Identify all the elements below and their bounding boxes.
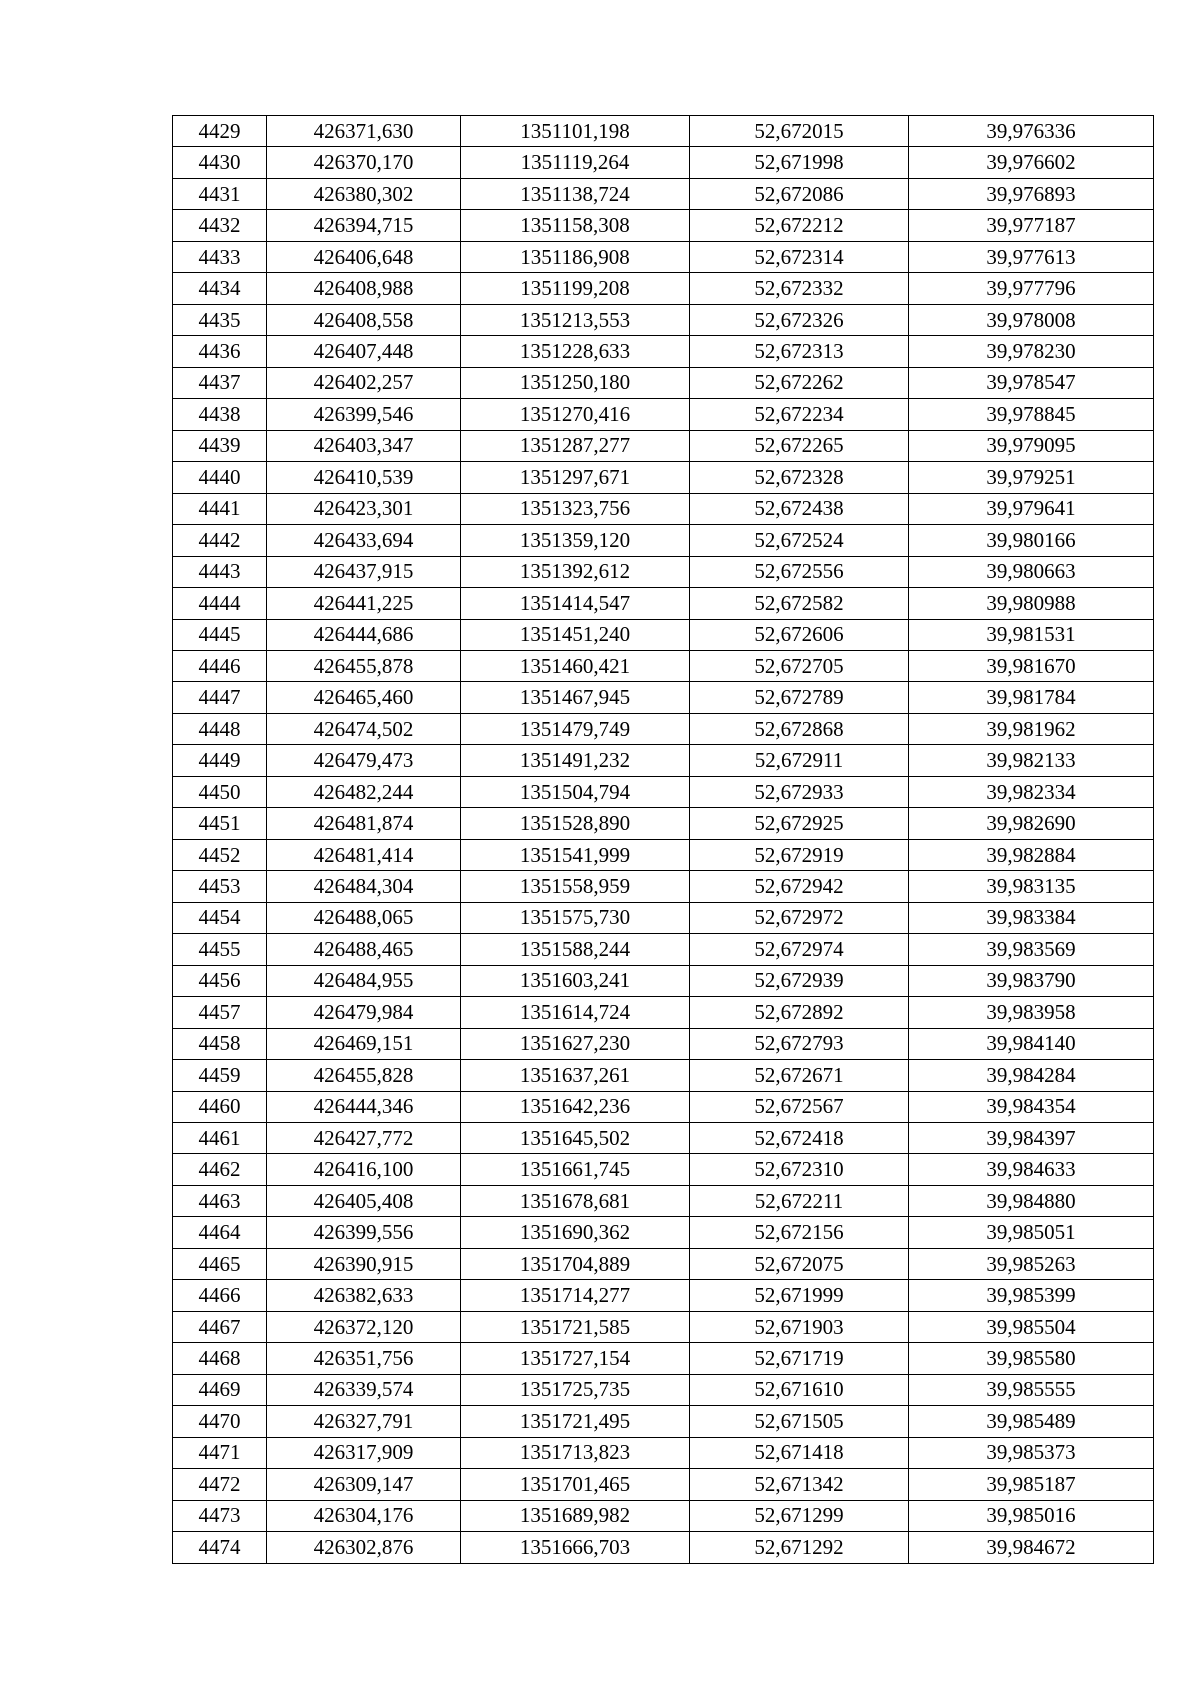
longitude-cell: 39,985580 <box>909 1343 1154 1374</box>
point-number-cell: 4443 <box>173 556 267 587</box>
longitude-cell: 39,984633 <box>909 1154 1154 1185</box>
table-row <box>173 1406 1154 1437</box>
y-coordinate-cell: 1351690,362 <box>461 1217 690 1248</box>
point-number-cell: 4470 <box>173 1406 267 1437</box>
longitude-cell: 39,984354 <box>909 1091 1154 1122</box>
y-coordinate-cell: 1351642,236 <box>461 1091 690 1122</box>
x-coordinate-cell: 426408,988 <box>267 273 461 304</box>
latitude-cell: 52,672326 <box>690 304 909 335</box>
longitude-cell: 39,985399 <box>909 1280 1154 1311</box>
latitude-cell: 52,671999 <box>690 1280 909 1311</box>
point-number-cell: 4432 <box>173 210 267 241</box>
latitude-cell: 52,671505 <box>690 1406 909 1437</box>
y-coordinate-cell: 1351213,553 <box>461 304 690 335</box>
x-coordinate-cell: 426403,347 <box>267 430 461 461</box>
table-row <box>173 839 1154 870</box>
y-coordinate-cell: 1351725,735 <box>461 1374 690 1405</box>
point-number-cell: 4436 <box>173 336 267 367</box>
table-body <box>173 116 1154 1564</box>
latitude-cell: 52,671299 <box>690 1500 909 1531</box>
x-coordinate-cell: 426351,756 <box>267 1343 461 1374</box>
y-coordinate-cell: 1351637,261 <box>461 1060 690 1091</box>
x-coordinate-cell: 426479,473 <box>267 745 461 776</box>
latitude-cell: 52,672933 <box>690 776 909 807</box>
point-number-cell: 4437 <box>173 367 267 398</box>
longitude-cell: 39,984672 <box>909 1532 1154 1563</box>
longitude-cell: 39,983569 <box>909 934 1154 965</box>
point-number-cell: 4464 <box>173 1217 267 1248</box>
x-coordinate-cell: 426433,694 <box>267 525 461 556</box>
y-coordinate-cell: 1351727,154 <box>461 1343 690 1374</box>
table-row <box>173 1154 1154 1185</box>
longitude-cell: 39,985373 <box>909 1437 1154 1468</box>
table-row <box>173 1280 1154 1311</box>
point-number-cell: 4453 <box>173 871 267 902</box>
longitude-cell: 39,976893 <box>909 178 1154 209</box>
table-row <box>173 902 1154 933</box>
x-coordinate-cell: 426444,346 <box>267 1091 461 1122</box>
latitude-cell: 52,672234 <box>690 399 909 430</box>
x-coordinate-cell: 426304,176 <box>267 1500 461 1531</box>
latitude-cell: 52,672075 <box>690 1248 909 1279</box>
y-coordinate-cell: 1351392,612 <box>461 556 690 587</box>
longitude-cell: 39,983958 <box>909 997 1154 1028</box>
point-number-cell: 4468 <box>173 1343 267 1374</box>
latitude-cell: 52,672567 <box>690 1091 909 1122</box>
point-number-cell: 4454 <box>173 902 267 933</box>
point-number-cell: 4466 <box>173 1280 267 1311</box>
longitude-cell: 39,977187 <box>909 210 1154 241</box>
x-coordinate-cell: 426474,502 <box>267 713 461 744</box>
latitude-cell: 52,672793 <box>690 1028 909 1059</box>
x-coordinate-cell: 426399,546 <box>267 399 461 430</box>
table-row <box>173 1028 1154 1059</box>
y-coordinate-cell: 1351451,240 <box>461 619 690 650</box>
y-coordinate-cell: 1351558,959 <box>461 871 690 902</box>
point-number-cell: 4456 <box>173 965 267 996</box>
x-coordinate-cell: 426479,984 <box>267 997 461 1028</box>
longitude-cell: 39,985263 <box>909 1248 1154 1279</box>
x-coordinate-cell: 426488,465 <box>267 934 461 965</box>
table-row <box>173 1248 1154 1279</box>
point-number-cell: 4473 <box>173 1500 267 1531</box>
y-coordinate-cell: 1351287,277 <box>461 430 690 461</box>
longitude-cell: 39,985555 <box>909 1374 1154 1405</box>
longitude-cell: 39,983790 <box>909 965 1154 996</box>
point-number-cell: 4447 <box>173 682 267 713</box>
x-coordinate-cell: 426484,304 <box>267 871 461 902</box>
latitude-cell: 52,672156 <box>690 1217 909 1248</box>
x-coordinate-cell: 426484,955 <box>267 965 461 996</box>
y-coordinate-cell: 1351158,308 <box>461 210 690 241</box>
latitude-cell: 52,671610 <box>690 1374 909 1405</box>
x-coordinate-cell: 426469,151 <box>267 1028 461 1059</box>
x-coordinate-cell: 426394,715 <box>267 210 461 241</box>
longitude-cell: 39,984284 <box>909 1060 1154 1091</box>
x-coordinate-cell: 426427,772 <box>267 1123 461 1154</box>
point-number-cell: 4474 <box>173 1532 267 1563</box>
y-coordinate-cell: 1351460,421 <box>461 650 690 681</box>
longitude-cell: 39,981670 <box>909 650 1154 681</box>
y-coordinate-cell: 1351714,277 <box>461 1280 690 1311</box>
table-row <box>173 965 1154 996</box>
point-number-cell: 4435 <box>173 304 267 335</box>
table-row <box>173 1091 1154 1122</box>
table-row <box>173 1532 1154 1563</box>
table-row <box>173 1060 1154 1091</box>
latitude-cell: 52,671903 <box>690 1311 909 1342</box>
point-number-cell: 4471 <box>173 1437 267 1468</box>
longitude-cell: 39,981962 <box>909 713 1154 744</box>
x-coordinate-cell: 426437,915 <box>267 556 461 587</box>
y-coordinate-cell: 1351250,180 <box>461 367 690 398</box>
table-row <box>173 1343 1154 1374</box>
y-coordinate-cell: 1351666,703 <box>461 1532 690 1563</box>
point-number-cell: 4451 <box>173 808 267 839</box>
point-number-cell: 4433 <box>173 241 267 272</box>
longitude-cell: 39,977796 <box>909 273 1154 304</box>
y-coordinate-cell: 1351689,982 <box>461 1500 690 1531</box>
point-number-cell: 4445 <box>173 619 267 650</box>
longitude-cell: 39,977613 <box>909 241 1154 272</box>
x-coordinate-cell: 426390,915 <box>267 1248 461 1279</box>
x-coordinate-cell: 426371,630 <box>267 116 461 147</box>
point-number-cell: 4463 <box>173 1185 267 1216</box>
point-number-cell: 4430 <box>173 147 267 178</box>
table-row <box>173 871 1154 902</box>
y-coordinate-cell: 1351713,823 <box>461 1437 690 1468</box>
y-coordinate-cell: 1351721,495 <box>461 1406 690 1437</box>
latitude-cell: 52,672313 <box>690 336 909 367</box>
longitude-cell: 39,979095 <box>909 430 1154 461</box>
y-coordinate-cell: 1351603,241 <box>461 965 690 996</box>
point-number-cell: 4439 <box>173 430 267 461</box>
y-coordinate-cell: 1351491,232 <box>461 745 690 776</box>
y-coordinate-cell: 1351627,230 <box>461 1028 690 1059</box>
longitude-cell: 39,983384 <box>909 902 1154 933</box>
table-row <box>173 1217 1154 1248</box>
longitude-cell: 39,985489 <box>909 1406 1154 1437</box>
latitude-cell: 52,672911 <box>690 745 909 776</box>
table-row <box>173 588 1154 619</box>
table-row <box>173 399 1154 430</box>
table-row <box>173 1123 1154 1154</box>
x-coordinate-cell: 426455,878 <box>267 650 461 681</box>
x-coordinate-cell: 426481,414 <box>267 839 461 870</box>
y-coordinate-cell: 1351467,945 <box>461 682 690 713</box>
point-number-cell: 4446 <box>173 650 267 681</box>
longitude-cell: 39,981784 <box>909 682 1154 713</box>
latitude-cell: 52,672524 <box>690 525 909 556</box>
latitude-cell: 52,672868 <box>690 713 909 744</box>
table-row <box>173 336 1154 367</box>
x-coordinate-cell: 426309,147 <box>267 1469 461 1500</box>
latitude-cell: 52,672582 <box>690 588 909 619</box>
longitude-cell: 39,978547 <box>909 367 1154 398</box>
y-coordinate-cell: 1351101,198 <box>461 116 690 147</box>
x-coordinate-cell: 426488,065 <box>267 902 461 933</box>
latitude-cell: 52,672789 <box>690 682 909 713</box>
point-number-cell: 4462 <box>173 1154 267 1185</box>
x-coordinate-cell: 426370,170 <box>267 147 461 178</box>
table-row <box>173 241 1154 272</box>
latitude-cell: 52,672314 <box>690 241 909 272</box>
y-coordinate-cell: 1351588,244 <box>461 934 690 965</box>
latitude-cell: 52,672705 <box>690 650 909 681</box>
x-coordinate-cell: 426402,257 <box>267 367 461 398</box>
point-number-cell: 4460 <box>173 1091 267 1122</box>
y-coordinate-cell: 1351721,585 <box>461 1311 690 1342</box>
y-coordinate-cell: 1351504,794 <box>461 776 690 807</box>
latitude-cell: 52,672438 <box>690 493 909 524</box>
x-coordinate-cell: 426444,686 <box>267 619 461 650</box>
point-number-cell: 4452 <box>173 839 267 870</box>
longitude-cell: 39,982133 <box>909 745 1154 776</box>
longitude-cell: 39,985016 <box>909 1500 1154 1531</box>
y-coordinate-cell: 1351575,730 <box>461 902 690 933</box>
x-coordinate-cell: 426339,574 <box>267 1374 461 1405</box>
latitude-cell: 52,672671 <box>690 1060 909 1091</box>
point-number-cell: 4467 <box>173 1311 267 1342</box>
table-row <box>173 1185 1154 1216</box>
point-number-cell: 4465 <box>173 1248 267 1279</box>
longitude-cell: 39,980988 <box>909 588 1154 619</box>
latitude-cell: 52,672972 <box>690 902 909 933</box>
table-row <box>173 650 1154 681</box>
table-row <box>173 178 1154 209</box>
longitude-cell: 39,980166 <box>909 525 1154 556</box>
longitude-cell: 39,985051 <box>909 1217 1154 1248</box>
longitude-cell: 39,976602 <box>909 147 1154 178</box>
x-coordinate-cell: 426406,648 <box>267 241 461 272</box>
y-coordinate-cell: 1351138,724 <box>461 178 690 209</box>
point-number-cell: 4434 <box>173 273 267 304</box>
latitude-cell: 52,672556 <box>690 556 909 587</box>
y-coordinate-cell: 1351701,465 <box>461 1469 690 1500</box>
latitude-cell: 52,672942 <box>690 871 909 902</box>
table-row <box>173 808 1154 839</box>
point-number-cell: 4431 <box>173 178 267 209</box>
latitude-cell: 52,672606 <box>690 619 909 650</box>
y-coordinate-cell: 1351228,633 <box>461 336 690 367</box>
table-row <box>173 619 1154 650</box>
x-coordinate-cell: 426482,244 <box>267 776 461 807</box>
table-row <box>173 997 1154 1028</box>
y-coordinate-cell: 1351199,208 <box>461 273 690 304</box>
point-number-cell: 4429 <box>173 116 267 147</box>
longitude-cell: 39,982334 <box>909 776 1154 807</box>
latitude-cell: 52,672925 <box>690 808 909 839</box>
latitude-cell: 52,672211 <box>690 1185 909 1216</box>
table-row <box>173 430 1154 461</box>
table-row <box>173 493 1154 524</box>
longitude-cell: 39,984397 <box>909 1123 1154 1154</box>
latitude-cell: 52,671418 <box>690 1437 909 1468</box>
latitude-cell: 52,672086 <box>690 178 909 209</box>
x-coordinate-cell: 426410,539 <box>267 462 461 493</box>
latitude-cell: 52,671719 <box>690 1343 909 1374</box>
latitude-cell: 52,672974 <box>690 934 909 965</box>
table-row <box>173 713 1154 744</box>
latitude-cell: 52,672939 <box>690 965 909 996</box>
point-number-cell: 4458 <box>173 1028 267 1059</box>
y-coordinate-cell: 1351270,416 <box>461 399 690 430</box>
x-coordinate-cell: 426481,874 <box>267 808 461 839</box>
table-row <box>173 1437 1154 1468</box>
x-coordinate-cell: 426455,828 <box>267 1060 461 1091</box>
table-row <box>173 934 1154 965</box>
y-coordinate-cell: 1351661,745 <box>461 1154 690 1185</box>
x-coordinate-cell: 426408,558 <box>267 304 461 335</box>
y-coordinate-cell: 1351645,502 <box>461 1123 690 1154</box>
point-number-cell: 4472 <box>173 1469 267 1500</box>
coordinates-table <box>172 115 1154 1564</box>
table-row <box>173 1311 1154 1342</box>
table-row <box>173 682 1154 713</box>
latitude-cell: 52,672328 <box>690 462 909 493</box>
longitude-cell: 39,982690 <box>909 808 1154 839</box>
longitude-cell: 39,982884 <box>909 839 1154 870</box>
y-coordinate-cell: 1351119,264 <box>461 147 690 178</box>
latitude-cell: 52,672265 <box>690 430 909 461</box>
point-number-cell: 4440 <box>173 462 267 493</box>
longitude-cell: 39,983135 <box>909 871 1154 902</box>
latitude-cell: 52,672015 <box>690 116 909 147</box>
latitude-cell: 52,671998 <box>690 147 909 178</box>
y-coordinate-cell: 1351323,756 <box>461 493 690 524</box>
y-coordinate-cell: 1351359,120 <box>461 525 690 556</box>
latitude-cell: 52,671292 <box>690 1532 909 1563</box>
latitude-cell: 52,672310 <box>690 1154 909 1185</box>
x-coordinate-cell: 426405,408 <box>267 1185 461 1216</box>
latitude-cell: 52,671342 <box>690 1469 909 1500</box>
table-row <box>173 776 1154 807</box>
x-coordinate-cell: 426372,120 <box>267 1311 461 1342</box>
table-row <box>173 304 1154 335</box>
latitude-cell: 52,672892 <box>690 997 909 1028</box>
longitude-cell: 39,976336 <box>909 116 1154 147</box>
latitude-cell: 52,672332 <box>690 273 909 304</box>
longitude-cell: 39,979641 <box>909 493 1154 524</box>
y-coordinate-cell: 1351528,890 <box>461 808 690 839</box>
longitude-cell: 39,980663 <box>909 556 1154 587</box>
table-row <box>173 210 1154 241</box>
y-coordinate-cell: 1351614,724 <box>461 997 690 1028</box>
longitude-cell: 39,978230 <box>909 336 1154 367</box>
table-row <box>173 525 1154 556</box>
x-coordinate-cell: 426317,909 <box>267 1437 461 1468</box>
x-coordinate-cell: 426407,448 <box>267 336 461 367</box>
table-row <box>173 273 1154 304</box>
table-row <box>173 462 1154 493</box>
point-number-cell: 4442 <box>173 525 267 556</box>
point-number-cell: 4441 <box>173 493 267 524</box>
y-coordinate-cell: 1351704,889 <box>461 1248 690 1279</box>
point-number-cell: 4450 <box>173 776 267 807</box>
x-coordinate-cell: 426465,460 <box>267 682 461 713</box>
latitude-cell: 52,672212 <box>690 210 909 241</box>
point-number-cell: 4444 <box>173 588 267 619</box>
table-row <box>173 367 1154 398</box>
table-row <box>173 1374 1154 1405</box>
table-row <box>173 1500 1154 1531</box>
x-coordinate-cell: 426399,556 <box>267 1217 461 1248</box>
table-row <box>173 1469 1154 1500</box>
y-coordinate-cell: 1351479,749 <box>461 713 690 744</box>
point-number-cell: 4455 <box>173 934 267 965</box>
longitude-cell: 39,978845 <box>909 399 1154 430</box>
latitude-cell: 52,672919 <box>690 839 909 870</box>
x-coordinate-cell: 426416,100 <box>267 1154 461 1185</box>
longitude-cell: 39,981531 <box>909 619 1154 650</box>
point-number-cell: 4459 <box>173 1060 267 1091</box>
latitude-cell: 52,672418 <box>690 1123 909 1154</box>
x-coordinate-cell: 426382,633 <box>267 1280 461 1311</box>
point-number-cell: 4448 <box>173 713 267 744</box>
longitude-cell: 39,984880 <box>909 1185 1154 1216</box>
x-coordinate-cell: 426327,791 <box>267 1406 461 1437</box>
x-coordinate-cell: 426441,225 <box>267 588 461 619</box>
x-coordinate-cell: 426380,302 <box>267 178 461 209</box>
y-coordinate-cell: 1351186,908 <box>461 241 690 272</box>
longitude-cell: 39,985504 <box>909 1311 1154 1342</box>
latitude-cell: 52,672262 <box>690 367 909 398</box>
x-coordinate-cell: 426423,301 <box>267 493 461 524</box>
y-coordinate-cell: 1351678,681 <box>461 1185 690 1216</box>
y-coordinate-cell: 1351297,671 <box>461 462 690 493</box>
point-number-cell: 4449 <box>173 745 267 776</box>
point-number-cell: 4469 <box>173 1374 267 1405</box>
point-number-cell: 4438 <box>173 399 267 430</box>
y-coordinate-cell: 1351541,999 <box>461 839 690 870</box>
longitude-cell: 39,985187 <box>909 1469 1154 1500</box>
table-row <box>173 745 1154 776</box>
table-row <box>173 116 1154 147</box>
point-number-cell: 4461 <box>173 1123 267 1154</box>
longitude-cell: 39,978008 <box>909 304 1154 335</box>
longitude-cell: 39,984140 <box>909 1028 1154 1059</box>
x-coordinate-cell: 426302,876 <box>267 1532 461 1563</box>
longitude-cell: 39,979251 <box>909 462 1154 493</box>
table-row <box>173 147 1154 178</box>
table-row <box>173 556 1154 587</box>
point-number-cell: 4457 <box>173 997 267 1028</box>
y-coordinate-cell: 1351414,547 <box>461 588 690 619</box>
